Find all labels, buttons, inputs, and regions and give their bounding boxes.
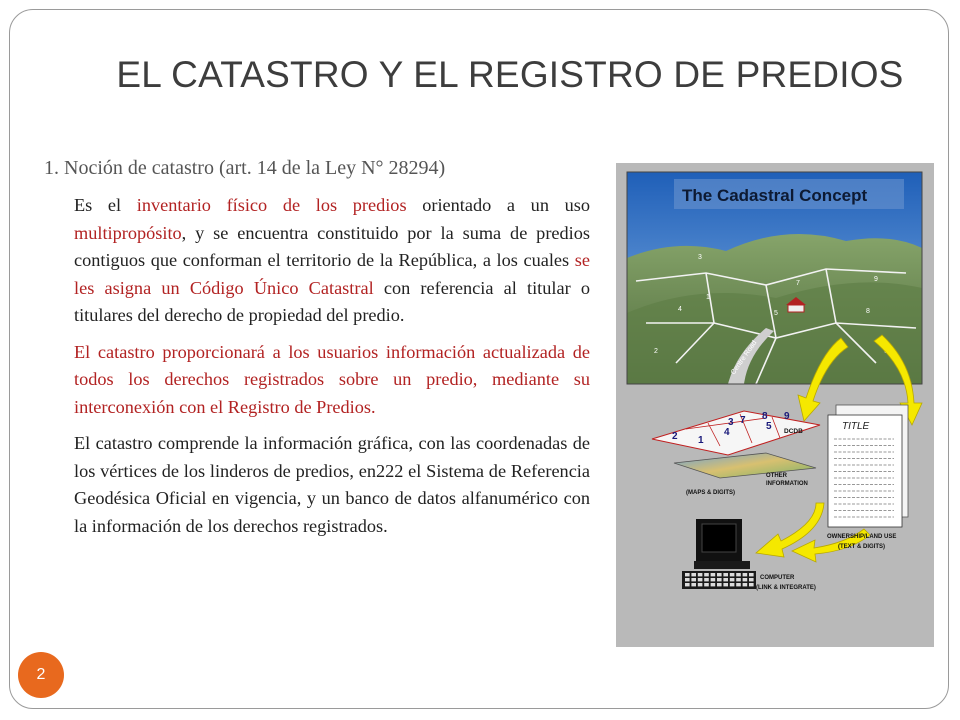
parcel-number: 8	[866, 308, 870, 315]
key	[736, 573, 741, 576]
title-documents	[827, 405, 908, 550]
text-run: con referencia al titular o titulares del derecho de propiedad del predio.	[74, 277, 590, 325]
highlight-run: inventario físico de los predios	[136, 195, 407, 215]
text-run: Es el	[74, 195, 137, 215]
parcel-number: 4	[678, 306, 682, 313]
slide-body	[74, 192, 590, 549]
key	[717, 583, 722, 586]
key	[698, 583, 703, 586]
map-parcel-number: 2	[672, 431, 678, 442]
key	[685, 573, 690, 576]
key	[730, 573, 735, 576]
key	[704, 573, 709, 576]
computer-base	[694, 561, 750, 569]
map-layer-image	[674, 453, 816, 478]
key	[730, 583, 735, 586]
map-layers	[652, 411, 820, 496]
key	[698, 578, 703, 581]
key	[711, 578, 716, 581]
key	[704, 583, 709, 586]
key	[736, 578, 741, 581]
road-label: Centre Road	[729, 339, 759, 377]
text-run: , y se encuentra constituido por la suma de predios contiguos que conforman el territorio de la República, a los cuales	[74, 222, 590, 270]
highlight-run: multipropósito	[74, 222, 182, 243]
key	[723, 583, 728, 586]
key	[723, 573, 728, 576]
parcel-number: 2	[654, 348, 658, 355]
ownership-label: OWNERSHIP/LAND USE	[827, 534, 897, 540]
maps-digits-label: (MAPS & DIGITS)	[686, 490, 735, 496]
key	[749, 578, 754, 581]
map-parcel-number: 8	[762, 411, 768, 422]
key	[749, 583, 754, 586]
key	[685, 583, 690, 586]
paragraph-graphic-info: El catastro comprende la información gráfica, con las coordenadas de los vértices de los linderos de predios, en222 el Sistema de Referencia Geodésica Oficial en vigencia, y un banco de datos alfanumérico con la información de los derechos registrados.	[74, 433, 590, 536]
map-parcel-number: 4	[724, 427, 730, 438]
key	[717, 578, 722, 581]
key	[717, 573, 722, 576]
monitor-screen	[702, 524, 736, 552]
key	[691, 573, 696, 576]
other-information-label	[766, 473, 808, 487]
key	[704, 578, 709, 581]
map-parcel-number: 9	[784, 411, 790, 422]
map-parcel-number: 1	[698, 435, 704, 446]
page-number-badge: 2	[18, 652, 64, 698]
key	[698, 573, 703, 576]
key	[711, 583, 716, 586]
key	[711, 573, 716, 576]
section-heading: 1. Noción de catastro (art. 14 de la Ley N° 28294)	[44, 157, 446, 179]
map-parcel-number: 7	[740, 415, 746, 426]
key	[691, 583, 696, 586]
key	[743, 573, 748, 576]
dcdb-label: DCDB	[784, 428, 803, 435]
key	[736, 583, 741, 586]
key	[743, 583, 748, 586]
map-parcel-number: 3	[728, 417, 734, 428]
highlight-run: se les asigna un Código Único Catastral	[74, 250, 590, 298]
title-doc-label: TITLE	[842, 421, 870, 432]
other-info-line-1: OTHER	[766, 473, 787, 479]
key	[743, 578, 748, 581]
parcel-number: 7	[796, 280, 800, 287]
key	[749, 573, 754, 576]
key	[685, 578, 690, 581]
key	[730, 578, 735, 581]
computer-icon	[682, 519, 816, 591]
figure-title: The Cadastral Concept	[682, 186, 868, 205]
keyboard-keys	[685, 573, 754, 586]
other-info-line-2: INFORMATION	[766, 481, 808, 487]
parcel-number: 1	[706, 294, 710, 301]
slide-title: EL CATASTRO Y EL REGISTRO DE PREDIOS	[116, 54, 904, 95]
parcel-number: 3	[698, 254, 702, 261]
paragraph-definition	[74, 192, 590, 330]
parcel-number: 9	[874, 276, 878, 283]
paragraph-information: El catastro proporcionará a los usuarios información actualizada de todos los derechos registrados sobre un predio, mediante su interconexión con el Registro de Predios.	[74, 341, 590, 417]
cadastral-concept-figure	[616, 163, 934, 647]
text-run: orientado a un uso	[406, 195, 591, 215]
parcel-number: 5	[774, 310, 778, 317]
key	[723, 578, 728, 581]
key	[691, 578, 696, 581]
text-digits-label: (TEXT & DIGITS)	[838, 544, 885, 550]
computer-label: COMPUTER	[760, 575, 795, 581]
map-parcel-number: 5	[766, 421, 772, 432]
link-integrate-label: (LINK & INTEGRATE)	[756, 585, 816, 591]
